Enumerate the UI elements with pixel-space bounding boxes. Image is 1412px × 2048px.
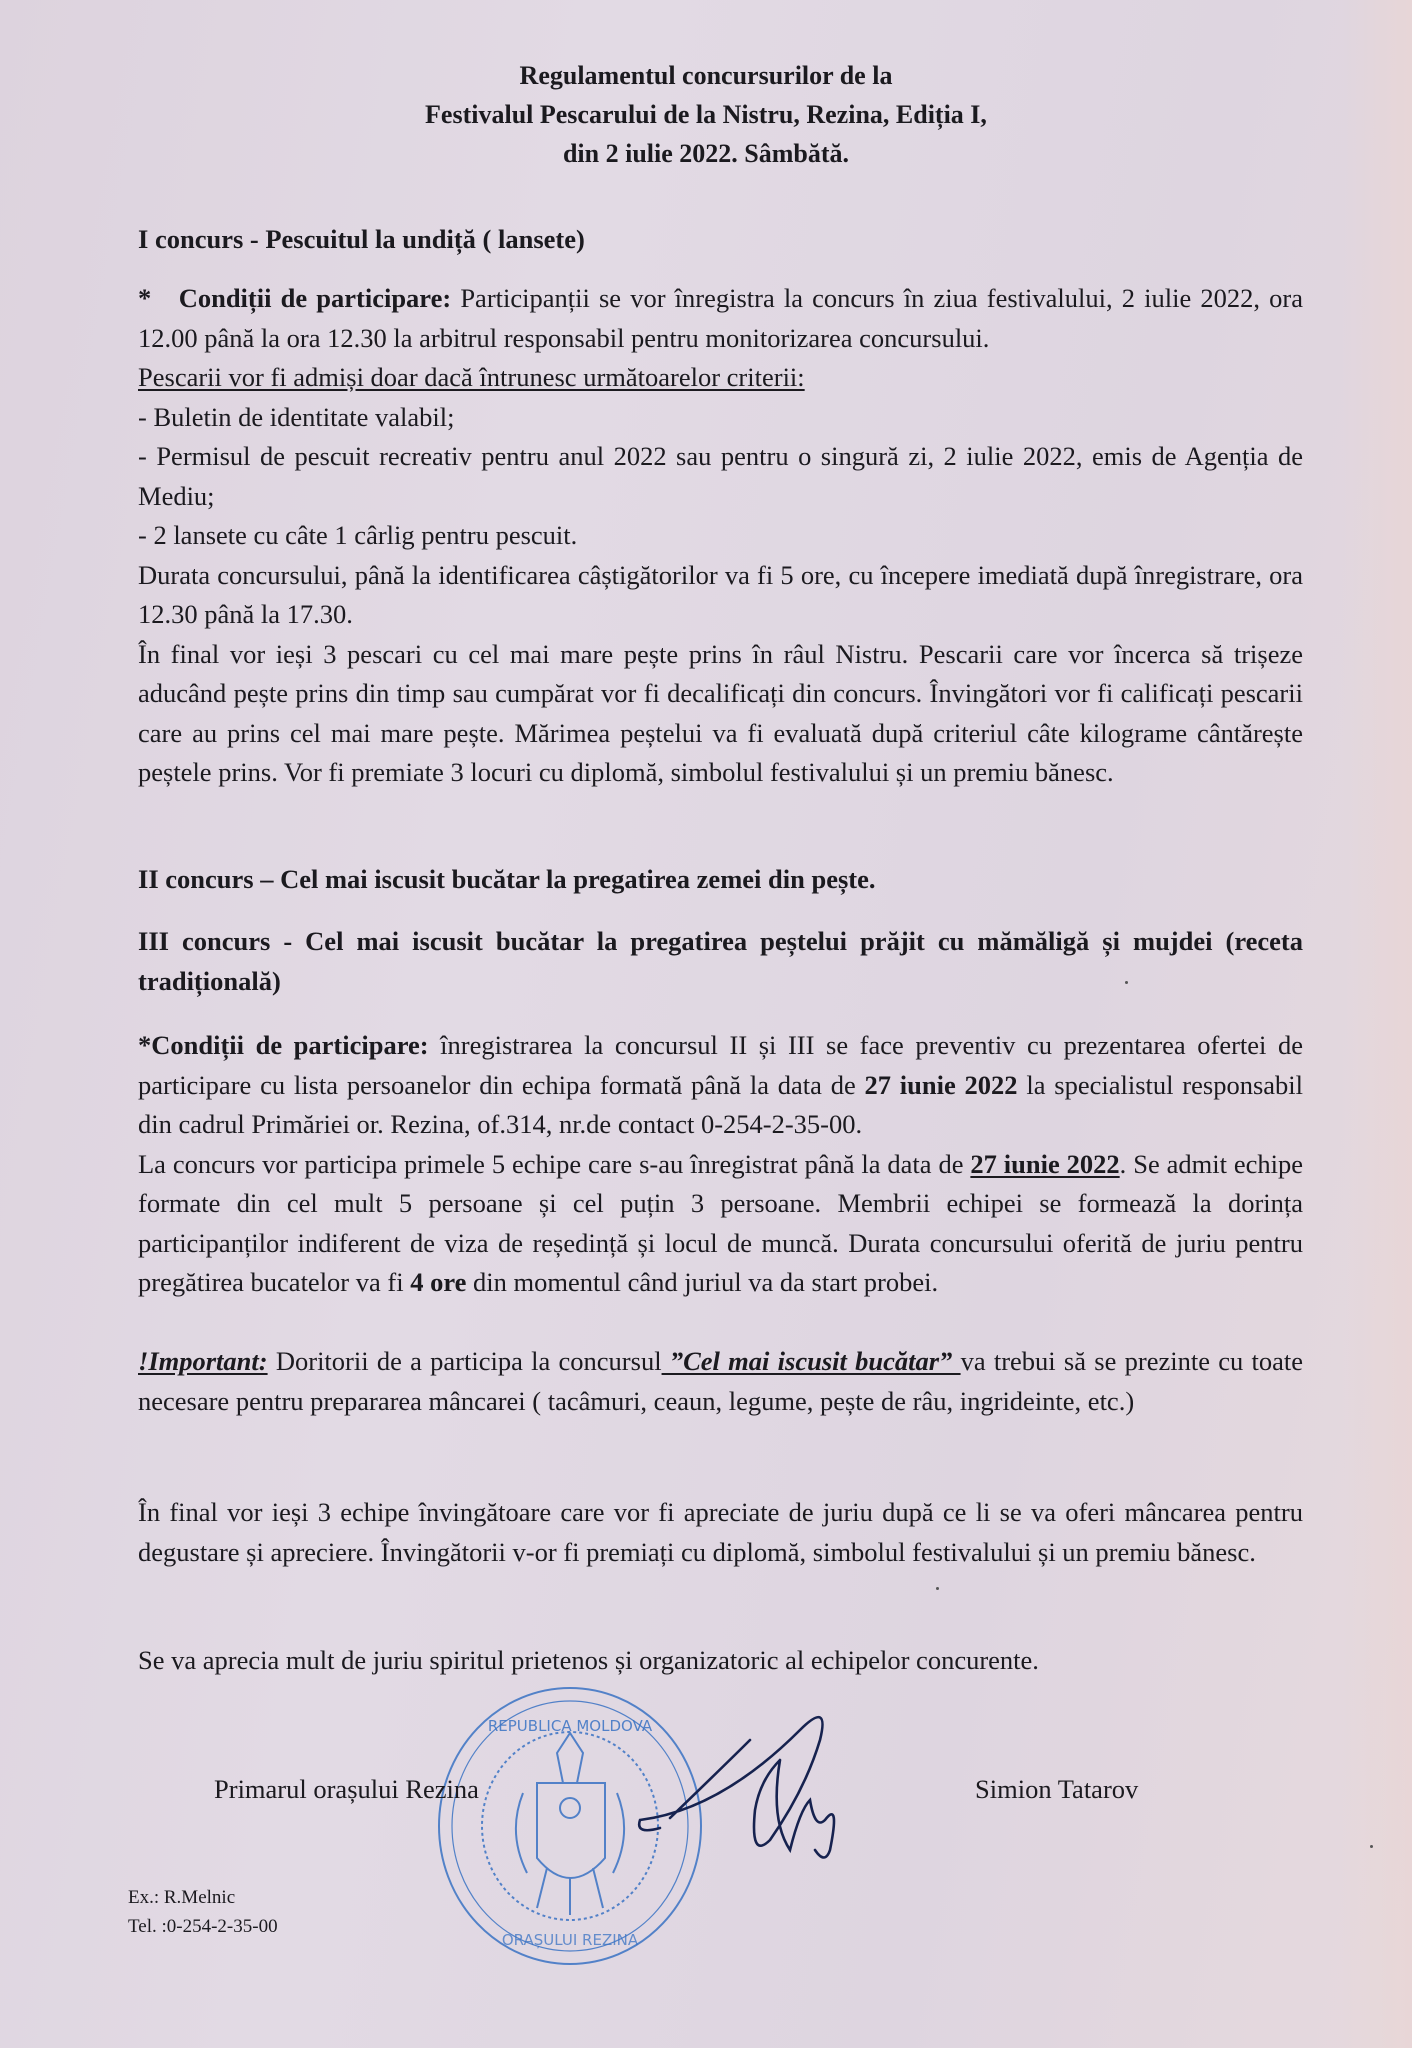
deadline-date-underlined: 27 iunie 2022 (970, 1148, 1120, 1179)
important-text-a: Doritorii de a participa la concursul (267, 1346, 662, 1376)
stamp-bottom-text: ORAȘULUI REZINA (501, 1931, 639, 1949)
speck (1370, 1845, 1373, 1848)
document-title (0, 56, 1412, 173)
final-2-paragraph: În final vor ieși 3 echipe învingătoare care vor fi apreciate de juriu după ce li se va oferi mâncarea pentru degustare și apreciere. Învingătorii v-or fi premiați cu diplomă, simbolul festivalului și un premiu bănesc. (138, 1497, 1303, 1567)
signatory-name: Simion Tatarov (975, 1774, 1139, 1804)
contest-2-3-conditions (138, 1026, 1303, 1145)
important-note (138, 1342, 1303, 1421)
contest-1-duration: Durata concursului, până la identificarea câștigătorilor va fi 5 ore, cu începere imediată după înregistrare, ora 12.30 până la 17.30. (138, 559, 1303, 629)
asterisk: * (138, 283, 152, 313)
criteria-item: - Buletin de identitate valabil; (138, 401, 455, 432)
deadline-date: 27 iunie 2022 (864, 1069, 1018, 1100)
conditions-2-label: *Condiții de participare: (138, 1030, 429, 1060)
contest-1-conditions (138, 279, 1303, 358)
important-label: !Important: (138, 1346, 268, 1376)
contest-1-heading: I concurs - Pescuitul la undiță ( lansete) (138, 224, 585, 254)
teams-paragraph (138, 1145, 1303, 1303)
criteria-item: - Permisul de pescuit recreativ pentru anul 2022 sau pentru o singură zi, 2 iulie 2022, emis de Agenția de Mediu; (138, 441, 1303, 511)
criteria-intro (138, 358, 1303, 398)
contest-name-quote: ”Cel mai iscusit bucătar” (661, 1346, 961, 1376)
conditions-2-text-b: la specialistul responsabil din cadrul Primăriei or. Rezina, of.314, nr.de contact 0-254-2-35-00. (138, 1069, 1303, 1139)
title-line-2: Festivalul Pescarului de la Nistru, Rezina, Ediția I, (425, 100, 987, 129)
closing-line: Se va aprecia mult de juriu spiritul prietenos și organizatoric al echipelor concurente. (138, 1645, 1039, 1675)
title-line-1: Regulamentul concursurilor de la (519, 61, 893, 90)
conditions-2-text-a: înregistrarea la concursul II și III se face preventiv cu prezentarea ofertei de participare cu lista persoanelor din echipa formată până la data de (138, 1030, 1303, 1100)
teams-text-c: din momentul când juriul va da start probei. (466, 1267, 939, 1297)
executor-line: Ex.: R.Melnic (128, 1887, 236, 1908)
handwritten-signature (630, 1700, 860, 1870)
contest-3-heading: III concurs - Cel mai iscusit bucătar la pregatirea peștelui prăjit cu mămăligă și mujdei (receta tradițională) (138, 926, 1303, 996)
conditions-label: Condiții de participare: (178, 283, 452, 313)
duration-hours: 4 ore (410, 1267, 467, 1297)
title-line-3: din 2 iulie 2022. Sâmbătă. (562, 139, 850, 168)
phone-line: Tel. :0-254-2-35-00 (128, 1916, 278, 1937)
important-text-b: va trebui să se prezinte cu toate necesare pentru prepararea mâncarei ( tacâmuri, ceaun, legume, pește de râu, ingrideinte, etc.) (138, 1346, 1304, 1416)
criteria-item: - 2 lansete cu câte 1 cârlig pentru pescuit. (138, 520, 578, 550)
teams-text-b: . Se admit echipe formate din cel mult 5 persoane și cel puțin 3 persoane. Membrii echipei se formează la dorința participanților indiferent de viza de reședință și locul de muncă. Durata concursului oferită de juriu pentru pregătirea bucatelor va fi (138, 1148, 1304, 1297)
speck (936, 1587, 939, 1590)
contest-2-heading: II concurs – Cel mai iscusit bucătar la pregatirea zemei din pește. (138, 864, 876, 894)
stamp-top-text: REPUBLICA MOLDOVA (487, 1717, 653, 1735)
conditions-text: Participanții se vor înregistra la concurs în ziua festivalului, 2 iulie 2022, ora 12.00 până la ora 12.30 la arbitrul responsabil pentru monitorizarea concursului. (138, 283, 1303, 353)
speck (1125, 981, 1128, 984)
contest-1-final: În final vor ieși 3 pescari cu cel mai mare pește prins în râul Nistru. Pescarii care vor încerca să trișeze aducând pește prins din timp sau cumpărat vor fi decalificați din concurs. Învingători vor fi calificați pescarii care au prins cel mai mare pește. Mărimea peștelui va fi evaluată după criteriul câte kilograme cântărește peștele prins. Vor fi premiate 3 locuri cu diplomă, simbolul festivalului și un premiu bănesc. (138, 638, 1303, 787)
criteria-intro-text: Pescarii vor fi admiși doar dacă întrunesc următoarelor criterii: (138, 362, 805, 392)
teams-text-a: La concurs vor participa primele 5 echipe care s-au înregistrat până la data de (138, 1148, 971, 1179)
paper-edge-shading (1342, 0, 1412, 2048)
signatory-position: Primarul orașului Rezina (214, 1774, 479, 1804)
criteria-list (138, 398, 1303, 556)
